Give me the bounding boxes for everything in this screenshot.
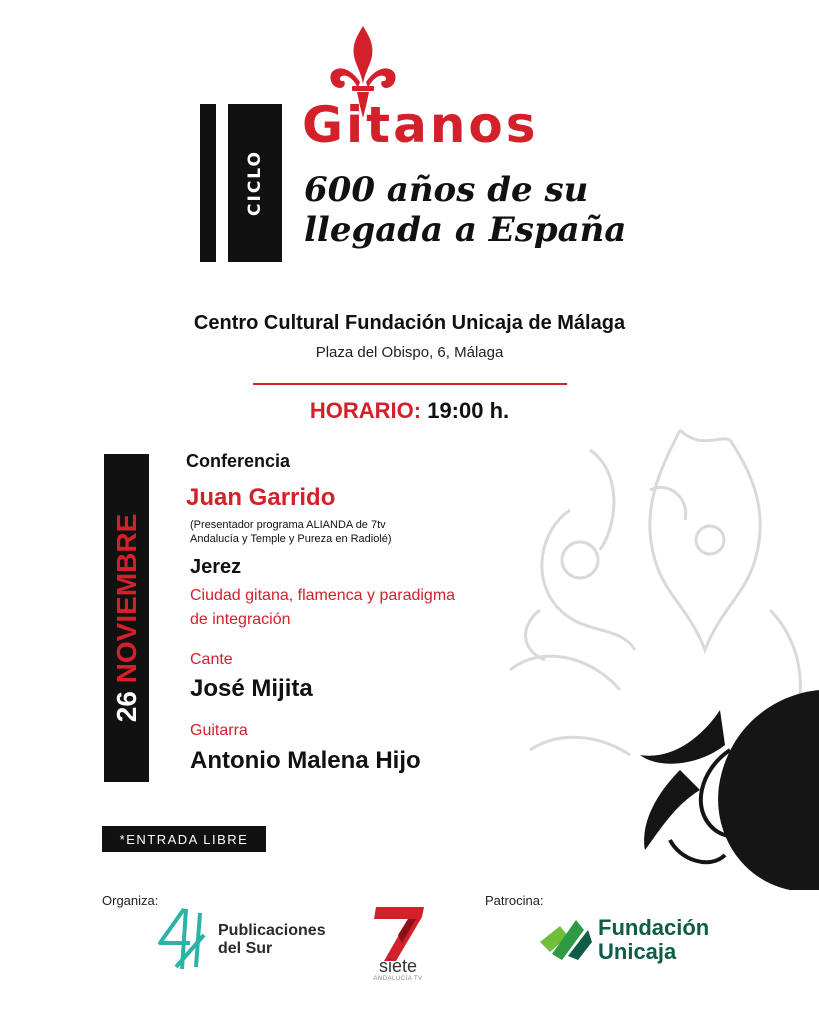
publicaciones-del-sur-logo-icon xyxy=(156,905,208,973)
date-text xyxy=(111,514,143,723)
speaker-name: Juan Garrido xyxy=(186,484,336,511)
program-type: Conferencia xyxy=(186,451,291,471)
speaker-desc-line-2: Andalucía y Temple y Pureza en Radiolé) xyxy=(190,533,392,545)
topic-title: Jerez xyxy=(190,556,242,578)
date-month: NOVIEMBRE xyxy=(110,513,142,684)
fundacion-line-1: Fundación xyxy=(598,915,710,940)
venue-name: Centro Cultural Fundación Unicaja de Málaga xyxy=(193,312,626,334)
event-title: Gitanos xyxy=(302,96,539,154)
organiza-label: Organiza: xyxy=(102,893,159,908)
date-day: 26 xyxy=(110,691,142,723)
siete-7-logo-icon xyxy=(368,905,428,961)
artist-guitarra: Antonio Malena Hijo xyxy=(190,747,421,774)
divider xyxy=(253,383,567,385)
venue-address: Plaza del Obispo, 6, Málaga xyxy=(315,344,504,361)
siete-subtitle: ANDALUCÍA TV xyxy=(373,976,423,982)
schedule-time: 19:00 h. xyxy=(427,398,510,423)
floral-ornament-icon xyxy=(470,410,819,890)
role-cante: Cante xyxy=(190,651,233,668)
artist-cante: José Mijita xyxy=(190,675,313,702)
subtitle-line-2: llegada a España xyxy=(304,210,627,250)
patrocina-label: Patrocina: xyxy=(485,893,544,908)
fundacion-unicaja-logo-icon xyxy=(538,912,594,962)
speaker-description xyxy=(190,518,490,546)
decorative-bar xyxy=(200,104,216,262)
topic-sub-line-1: Ciudad gitana, flamenca y paradigma xyxy=(190,587,456,604)
free-entry-badge: *ENTRADA LIBRE xyxy=(102,826,266,852)
fundacion-unicaja-name xyxy=(598,916,709,964)
publicaciones-line-2: del Sur xyxy=(218,940,273,957)
role-guitarra: Guitarra xyxy=(190,722,248,739)
ciclo-label-wrap xyxy=(228,104,282,262)
schedule-label: HORARIO: xyxy=(309,398,422,423)
date-strip xyxy=(104,454,149,782)
event-subtitle xyxy=(304,170,664,250)
publicaciones-line-1: Publicaciones xyxy=(218,922,326,939)
topic-sub-line-2: de integración xyxy=(190,611,291,628)
ciclo-label: CICLO xyxy=(245,150,265,216)
publicaciones-del-sur-name xyxy=(218,922,326,958)
subtitle-line-1: 600 años de su xyxy=(304,170,589,210)
fundacion-line-2: Unicaja xyxy=(598,939,677,964)
topic-subtitle xyxy=(190,584,570,632)
speaker-desc-line-1: (Presentador programa ALIANDA de 7tv xyxy=(190,519,386,531)
siete-name: siete xyxy=(378,956,418,976)
